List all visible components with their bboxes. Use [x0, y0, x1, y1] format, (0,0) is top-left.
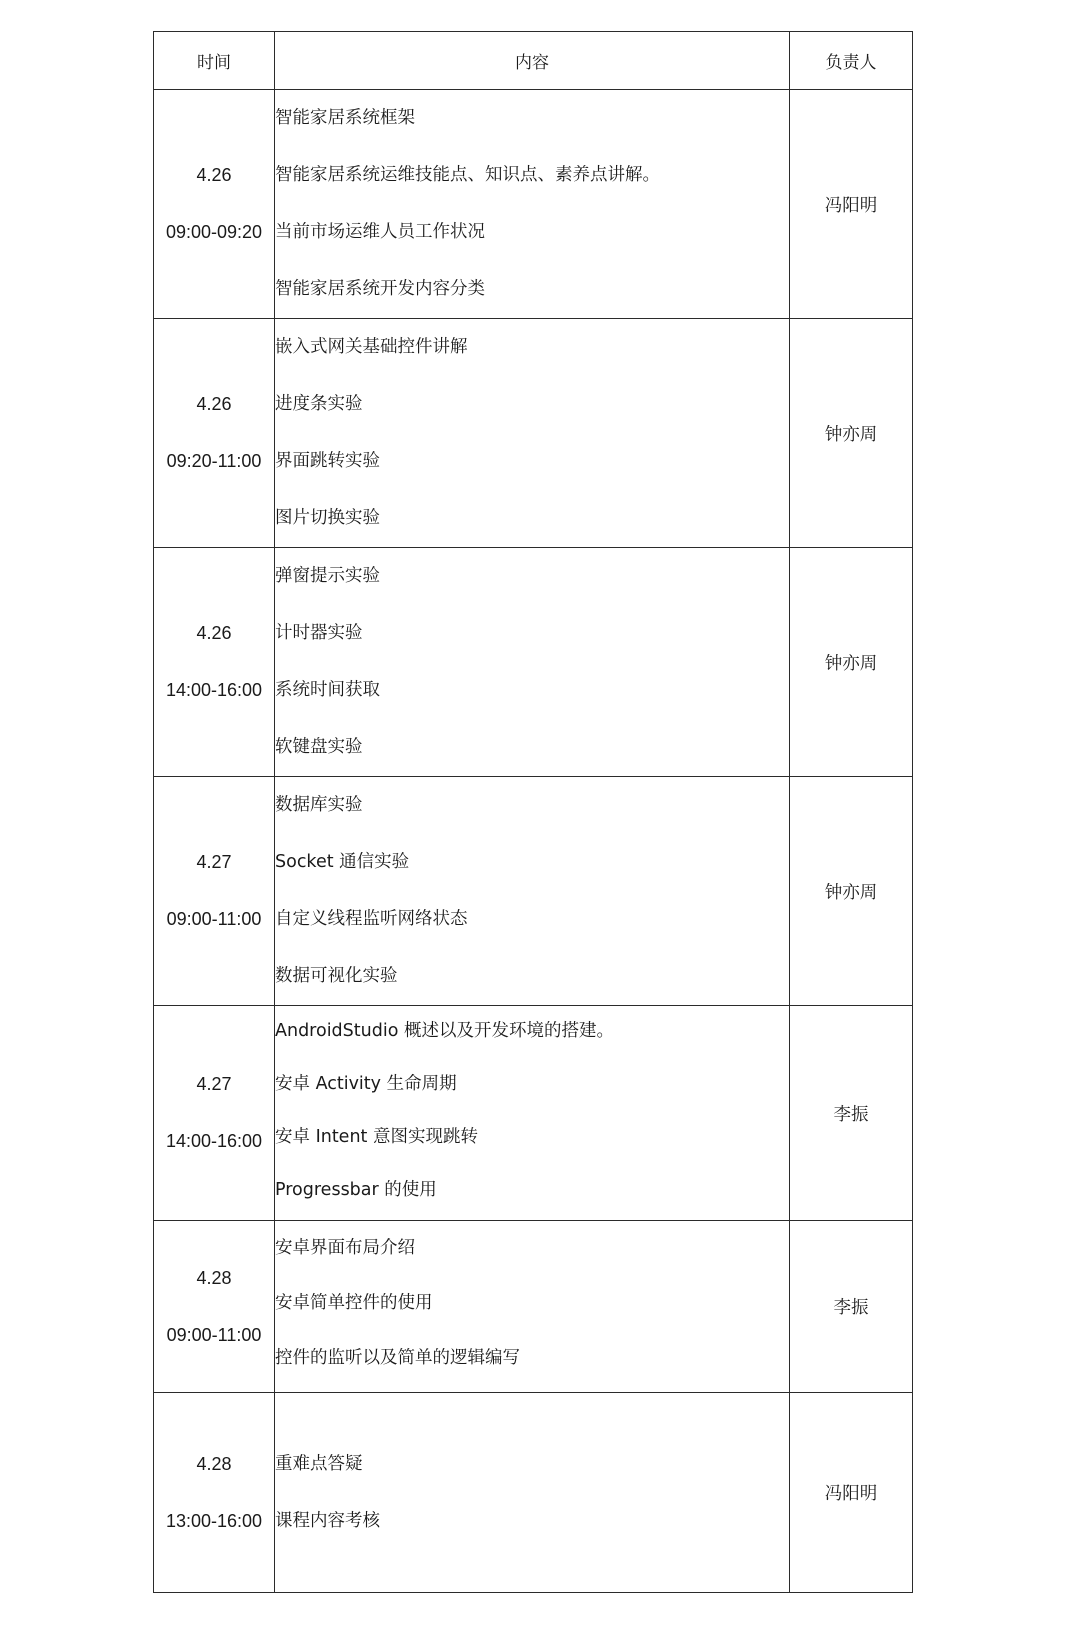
- header-row: [154, 32, 913, 90]
- content-item: 智能家居系统框架: [275, 108, 415, 128]
- table-row: [154, 90, 913, 319]
- session-time: 09:00-11:00: [166, 909, 262, 929]
- content-cell: [275, 90, 790, 319]
- session-date: 4.27: [196, 1074, 232, 1094]
- content-item: 弹窗提示实验: [275, 566, 380, 586]
- content-item: 数据库实验: [275, 795, 363, 815]
- content-item: 安卓简单控件的使用: [275, 1293, 433, 1313]
- time-cell: [154, 1006, 275, 1221]
- session-time: 14:00-16:00: [165, 680, 263, 700]
- content-item: 进度条实验: [275, 394, 363, 414]
- session-date: 4.27: [196, 852, 232, 872]
- table-row: [154, 1393, 913, 1593]
- session-date: 4.26: [196, 623, 232, 643]
- content-cell: [275, 319, 790, 548]
- content-item: AndroidStudio 概述以及开发环境的搭建。: [275, 1021, 614, 1041]
- session-time: 09:00-09:20: [165, 222, 263, 242]
- content-cell: [275, 1393, 790, 1593]
- content-item: 图片切换实验: [275, 508, 380, 528]
- content-item: 智能家居系统运维技能点、知识点、素养点讲解。: [275, 165, 660, 185]
- owner-cell: 李振: [790, 1006, 913, 1221]
- owner-cell: 钟亦周: [790, 777, 913, 1006]
- session-date: 4.28: [196, 1453, 232, 1474]
- owner-cell: 冯阳明: [790, 90, 913, 319]
- content-item: 安卓 Activity 生命周期: [275, 1074, 457, 1094]
- content-item: 软键盘实验: [275, 737, 363, 757]
- session-date: 4.28: [196, 1267, 232, 1288]
- owner-cell: 冯阳明: [790, 1393, 913, 1593]
- content-item: 自定义线程监听网络状态: [275, 909, 468, 929]
- content-cell: [275, 777, 790, 1006]
- table-row: [154, 777, 913, 1006]
- session-date: 4.26: [196, 394, 232, 414]
- table-row: [154, 319, 913, 548]
- owner-cell: 钟亦周: [790, 548, 913, 777]
- time-cell: [154, 548, 275, 777]
- session-date: 4.26: [196, 165, 232, 185]
- content-cell: [275, 1221, 790, 1393]
- session-time: 14:00-16:00: [165, 1131, 263, 1151]
- time-cell: [154, 777, 275, 1006]
- table-row: [154, 1006, 913, 1221]
- time-cell: [154, 319, 275, 548]
- content-cell: [275, 548, 790, 777]
- content-item: 安卓界面布局介绍: [275, 1238, 415, 1258]
- content-item: 重难点答疑: [275, 1453, 363, 1474]
- content-item: 系统时间获取: [275, 680, 380, 700]
- owner-cell: 钟亦周: [790, 319, 913, 548]
- header-content: 内容: [275, 32, 790, 90]
- content-item: 数据可视化实验: [275, 966, 398, 986]
- time-cell: [154, 1221, 275, 1393]
- content-cell: [275, 1006, 790, 1221]
- time-cell: [154, 90, 275, 319]
- content-item: 嵌入式网关基础控件讲解: [275, 337, 468, 357]
- content-item: 控件的监听以及简单的逻辑编写: [275, 1348, 520, 1368]
- header-owner: 负责人: [790, 32, 913, 90]
- content-item: Progressbar 的使用: [275, 1180, 437, 1200]
- content-item: 课程内容考核: [275, 1510, 380, 1531]
- table-row: [154, 548, 913, 777]
- schedule-table: [153, 31, 913, 1593]
- content-item: 安卓 Intent 意图实现跳转: [275, 1127, 478, 1147]
- content-item: 计时器实验: [275, 623, 363, 643]
- session-time: 09:20-11:00: [166, 451, 262, 471]
- session-time: 13:00-16:00: [165, 1510, 263, 1531]
- time-cell: [154, 1393, 275, 1593]
- content-item: 智能家居系统开发内容分类: [275, 279, 485, 299]
- owner-cell: 李振: [790, 1221, 913, 1393]
- table-row: [154, 1221, 913, 1393]
- content-item: 界面跳转实验: [275, 451, 380, 471]
- content-item: 当前市场运维人员工作状况: [275, 222, 485, 242]
- header-time: 时间: [154, 32, 275, 90]
- session-time: 09:00-11:00: [166, 1324, 262, 1345]
- content-item: Socket 通信实验: [275, 852, 410, 872]
